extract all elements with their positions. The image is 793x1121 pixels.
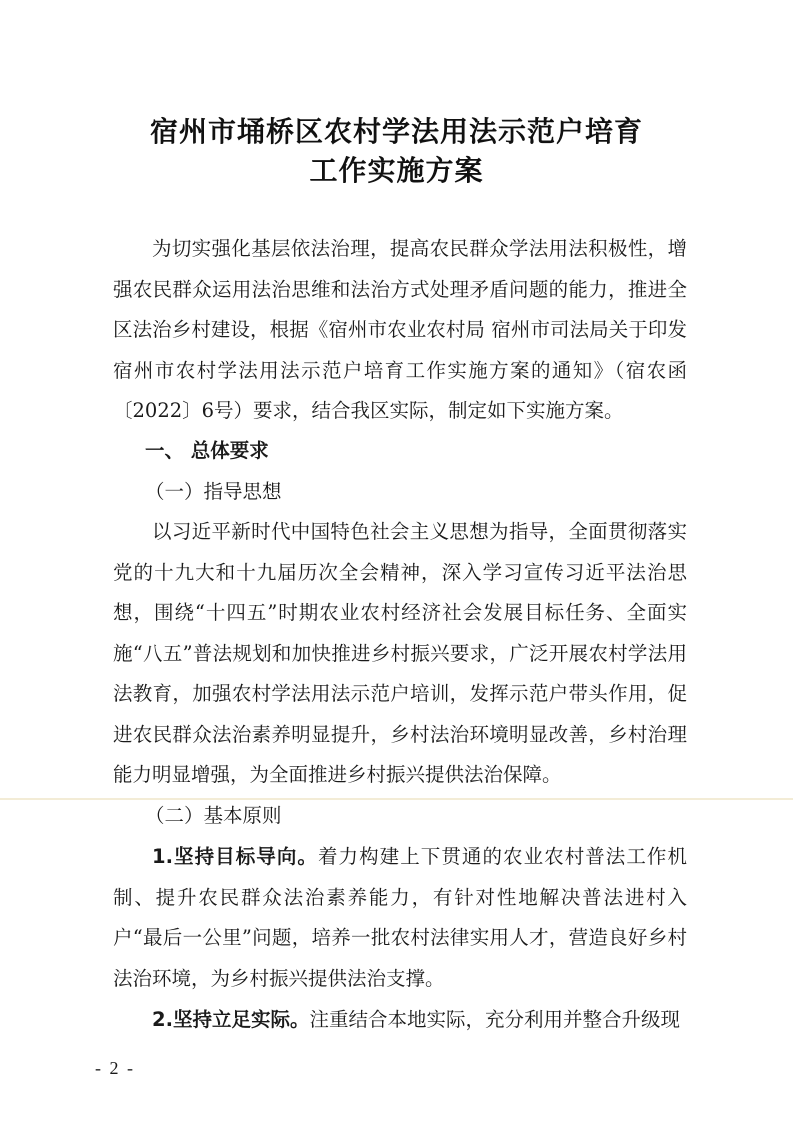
sub1-heading: （一）指导思想 [145,480,282,503]
sub2-heading: （二）基本原则 [145,804,282,827]
section1-heading: 一、 总体要求 [145,439,269,462]
principle1-paragraph [113,837,687,999]
document-title-line1: 宿州市埇桥区农村学法用法示范户培育 [149,115,643,148]
page-number: - 2 - [95,1058,135,1078]
principle1-body: 着力构建上下贯通的农业农村普法工作机制、提升农民群众法治素养能力，有针对性地解决普法进村入户“最后一公里”问题，培养一批农村法律实用人才，营造良好乡村法治环境，为乡村振兴提供法治支撑。 [113,845,687,990]
principle1-lead: 1.坚持目标导向。 [152,845,318,868]
scan-artifact-line [0,798,793,800]
principle2-body: 注重结合本地实际，充分利用并整合升级现 [309,1008,680,1031]
document-title-line2: 工作实施方案 [309,154,484,187]
principle2-paragraph [113,1000,687,1041]
principle2-lead: 2.坚持立足实际。 [152,1008,310,1031]
intro-paragraph: 为切实强化基层依法治理，提高农民群众学法用法积极性，增强农民群众运用法治思维和法治方式处理矛盾问题的能力，推进全区法治乡村建设，根据《宿州市农业农村局 宿州市司法局关于印发宿州市农村学法用法示范户培育工作实施方案的通知》（宿农函〔2022〕6号）要求，结合我区实际，制定如下实施方案。 [113,237,687,422]
sub1-body: 以习近平新时代中国特色社会主义思想为指导，全面贯彻落实党的十九大和十九届历次全会精神，深入学习宣传习近平法治思想，围绕“十四五”时期农业农村经济社会发展目标任务、全面实施“八五”普法规划和加快推进乡村振兴要求，广泛开展农村学法用法教育，加强农村学法用法示范户培训，发挥示范户带头作用，促进农民群众法治素养明显提升，乡村法治环境明显改善，乡村治理能力明显增强，为全面推进乡村振兴提供法治保障。 [113,520,687,786]
